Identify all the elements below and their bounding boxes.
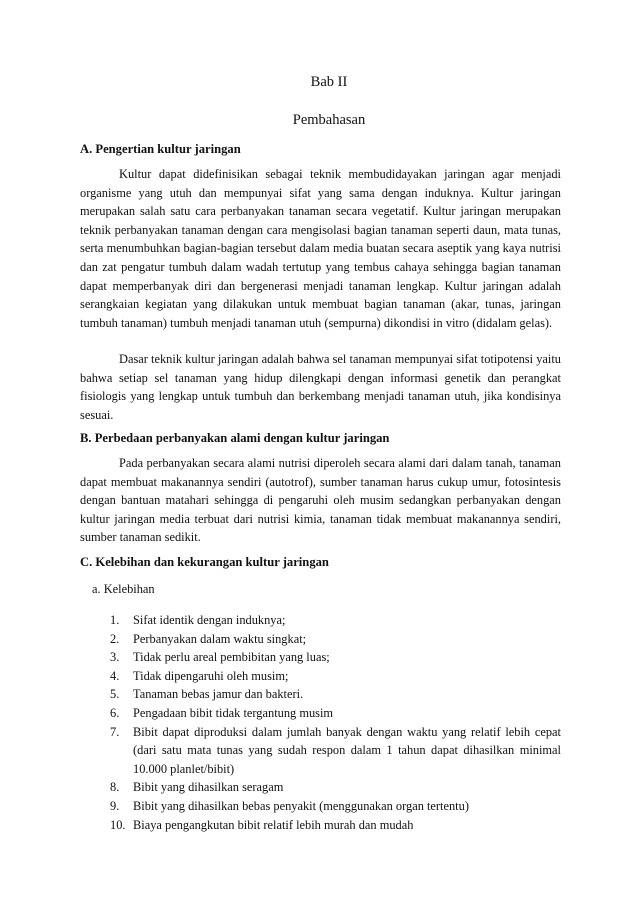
list-item-number: 6. [110, 705, 120, 720]
section-b-heading: B. Perbedaan perbanyakan alami dengan kultur jaringan [80, 431, 390, 445]
section-a-paragraph-1: Kultur dapat didefinisikan sebagai teknik membudidayakan jaringan agar menjadi organisme yang utuh dan mempunyai sifat yang sama dengan induknya. Kultur jaringan merupakan salah satu cara perbanyakan tanaman secara vegetatif. Kultur jaringan merupakan teknik perbanyakan tanaman dengan cara mengisolasi bagian tanaman seperti daun, mata tunas, serta menumbuhkan bagian-bagian tersebut dalam media buatan secara aseptik yang kaya nutrisi dan zat pengatur tumbuh dalam wadah tertutup yang tembus cahaya sehingga bagian tanaman dapat memperbanyak diri dan bergenerasi menjadi tanaman lengkap. Kultur jaringan adalah serangkaian kegiatan yang dilakukan untuk membuat bagian tanaman (akar, tunas, jaringan tumbuh tanaman) tumbuh menjadi tanaman utuh (sempurna) dikondisi in vitro (didalam gelas). [80, 167, 561, 330]
list-item-number: 5. [110, 687, 120, 702]
list-item-text: Bibit yang dihasilkan seragam [133, 780, 284, 795]
list-item [110, 723, 561, 779]
kelebihan-list [110, 611, 561, 834]
list-item-number: 9. [110, 798, 120, 813]
list-item [110, 611, 561, 630]
list-item-text: Bibit yang dihasilkan bebas penyakit (menggunakan organ tertentu) [133, 798, 469, 813]
list-item [110, 778, 561, 797]
list-item-number: 4. [110, 668, 120, 683]
list-item [110, 816, 561, 835]
subsection-kelebihan-label: a. Kelebihan [92, 582, 155, 596]
list-item-number: 1. [110, 613, 120, 627]
chapter-subtitle: Pembahasan [292, 112, 366, 128]
list-item [110, 667, 561, 686]
list-item [110, 797, 561, 816]
section-a-paragraph-2: Dasar teknik kultur jaringan adalah bahwa sel tanaman mempunyai sifat totipotensi yaitu bahwa setiap sel tanaman yang hidup dilengkapi dengan informasi genetik dan perangkat fisiologis yang lengkap untuk tumbuh dan berkembang menjadi tanaman utuh, jika kondisinya sesuai. [80, 352, 561, 422]
list-item [110, 648, 561, 667]
list-item-text: Tanaman bebas jamur dan bakteri. [133, 687, 304, 702]
list-item-text: Sifat identik dengan induknya; [133, 613, 286, 627]
list-item [110, 704, 561, 723]
list-item-number: 8. [110, 780, 120, 795]
list-item-text: Biaya pengangkutan bibit relatif lebih murah dan mudah [133, 817, 414, 832]
list-item-text: Tidak dipengaruhi oleh musim; [133, 668, 289, 683]
list-item-number: 2. [110, 631, 120, 646]
list-item-text: Tidak perlu areal pembibitan yang luas; [133, 650, 330, 665]
list-item [110, 685, 561, 704]
section-b-paragraph-1: Pada perbanyakan secara alami nutrisi diperoleh secara alami dari dalam tanah, tanaman dapat membuat makanannya sendiri (autotrof), sumber tanaman harus cukup umur, fotosintesis dengan bantuan matahari sehingga di pengaruhi oleh musim sedangkan perbanyakan dengan kultur jaringan media terbuat dari nutrisi kimia, tanaman tidak membuat makanannya sendiri, sumber tanaman sedikit. [80, 456, 561, 545]
list-item-number: 3. [110, 650, 120, 665]
list-item-number: 10. [110, 817, 126, 832]
chapter-title: Bab II [310, 74, 348, 90]
section-a-heading: A. Pengertian kultur jaringan [80, 142, 241, 156]
list-item-text: Bibit dapat diproduksi dalam jumlah banyak dengan waktu yang relatif lebih cepat (dari satu mata tunas yang sudah respon dalam 1 tahun dapat dihasilkan minimal 10.000 planlet/bibit) [133, 724, 561, 776]
list-item [110, 630, 561, 649]
list-item-text: Pengadaan bibit tidak tergantung musim [133, 705, 334, 720]
list-item-text: Perbanyakan dalam waktu singkat; [133, 631, 307, 646]
list-item-number: 7. [110, 724, 120, 739]
section-c-heading: C. Kelebihan dan kekurangan kultur jaringan [80, 555, 329, 569]
